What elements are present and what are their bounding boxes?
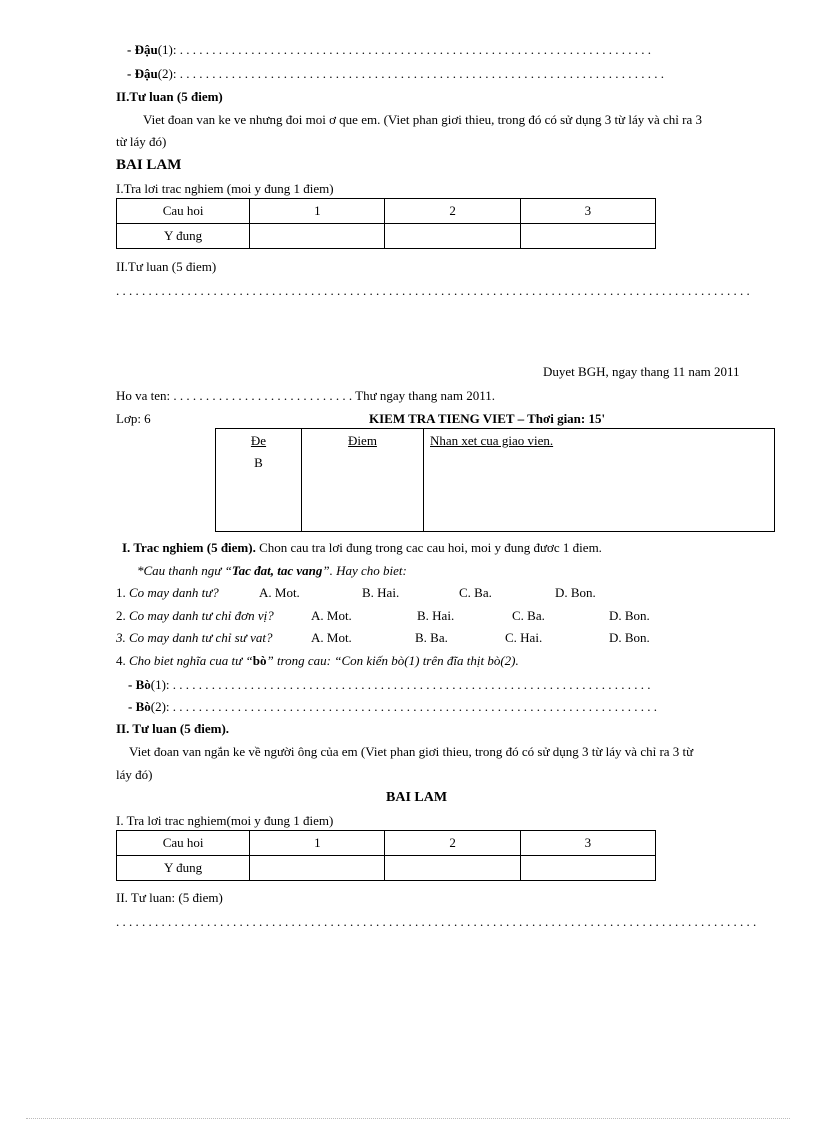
answer-cell[interactable]	[250, 856, 385, 881]
prompt-line2-b: láy đó)	[116, 767, 153, 782]
table-cell: 1	[250, 831, 385, 856]
q3-option-b[interactable]: B. Ba.	[415, 630, 448, 645]
answer-cell[interactable]	[520, 856, 655, 881]
table-cell: Cau hoi	[117, 199, 250, 224]
answer-cell[interactable]	[520, 224, 655, 249]
q4-num: 4.	[116, 653, 129, 668]
q3-option-c[interactable]: C. Hai.	[505, 630, 543, 645]
nhanxet-cell	[424, 429, 775, 532]
idiom-line	[137, 563, 407, 579]
dau1-dots: (1): . . . . . . . . . . . . . . . . . . . . . . . . . . . . . . . . . . . . . . . . . . . . . . . . . . . . . . . . . . . . . . . . . . . . . . . . .	[157, 42, 651, 57]
q2-num: 2.	[116, 608, 129, 623]
q2-option-d[interactable]: D. Bon.	[609, 608, 650, 623]
prompt-line1-b: Viet đoan van ngắn ke về người ông của em (Viet phan giơi thieu, trong đó có sử dụng 3 từ láy và chỉ ra 3 từ	[129, 744, 694, 759]
exam-title: KIEM TRA TIENG VIET – Thơi gian: 15'	[369, 411, 606, 426]
q1-option-b[interactable]: B. Hai.	[362, 585, 400, 600]
table-row	[216, 429, 775, 532]
bo2-label: - Bò	[128, 699, 151, 714]
q1-option-d[interactable]: D. Bon.	[555, 585, 596, 600]
table-cell: 1	[250, 199, 385, 224]
q1-text: Co may danh tư?	[129, 585, 219, 600]
q2-text: Co may danh tư chỉ đơn vị?	[129, 608, 274, 623]
diem-label: Điem	[348, 433, 377, 448]
bo2-dots: (2): . . . . . . . . . . . . . . . . . . . . . . . . . . . . . . . . . . . . . . . . . . . . . . . . . . . . . . . . . . . . . . . . . . . . . . . . . . .	[150, 699, 658, 714]
dau2-line	[127, 66, 664, 82]
section1-line	[122, 540, 602, 556]
bo1-dots: (1): . . . . . . . . . . . . . . . . . . . . . . . . . . . . . . . . . . . . . . . . . . . . . . . . . . . . . . . . . . . . . . . . . . . . . . . . . .	[150, 677, 651, 692]
bo2-line	[128, 699, 657, 715]
bai-lam-a: BAI LAM	[116, 157, 182, 173]
section2-heading-b: II. Tư luan (5 điem).	[116, 721, 230, 736]
dau1-line	[127, 42, 651, 58]
section1-instruction: Chon cau tra lơi đung trong cac cau hoi, moi y đung đươc 1 điem.	[255, 540, 602, 555]
q3-option-a[interactable]: A. Mot.	[311, 630, 352, 645]
table-cell: Y đung	[117, 224, 250, 249]
q3-option-d[interactable]: D. Bon.	[609, 630, 650, 645]
tuluan-label-b: II. Tư luan: (5 điem)	[116, 890, 223, 905]
answer-table-b	[116, 830, 656, 881]
idiom-text: Tac đat, tac vang	[231, 563, 323, 578]
question-2	[116, 608, 274, 624]
approval-line: Duyet BGH, ngay thang 11 nam 2011	[543, 364, 740, 379]
tracnghiem-label-b: I. Tra lơi trac nghiem(moi y đung 1 điem)	[116, 813, 334, 828]
table-cell: 2	[385, 831, 520, 856]
name-line: Ho va ten: . . . . . . . . . . . . . . . . . . . . . . . . . . . . Thư ngay thang nam 2011.	[116, 388, 495, 403]
table-cell: Y đung	[117, 856, 250, 881]
answer-cell[interactable]	[385, 856, 520, 881]
prompt-line1-a: Viet đoan van ke ve nhưng đoi moi ơ que em. (Viet phan giơi thieu, trong đó có sử dụng 3 từ láy và chỉ ra 3	[143, 112, 702, 127]
tuluan-dots-a: . . . . . . . . . . . . . . . . . . . . . . . . . . . . . . . . . . . . . . . . . . . . . . . . . . . . . . . . . . . . . . . . . . . . . . . . . . . . . . . . . . . . . . . . . . . . . . . . . .	[116, 283, 750, 298]
idiom-suffix: ”. Hay cho biet:	[322, 563, 407, 578]
table-row	[117, 831, 656, 856]
q2-option-b[interactable]: B. Hai.	[417, 608, 455, 623]
q4-text2: ” trong cau: “Con kiến bò(1) trên đĩa thịt bò(2).	[266, 653, 519, 668]
answer-table-a	[116, 198, 656, 249]
q3-text: Co may danh tư chỉ sư vat?	[129, 630, 273, 645]
table-row	[117, 199, 656, 224]
q1-num: 1.	[116, 585, 129, 600]
table-cell: 3	[520, 199, 655, 224]
bo1-label: - Bò	[128, 677, 151, 692]
question-1	[116, 585, 219, 601]
question-3	[116, 630, 272, 646]
q3-num: 3.	[116, 630, 129, 645]
answer-cell[interactable]	[385, 224, 520, 249]
prompt-line2-a: từ láy đó)	[116, 134, 167, 149]
q1-option-c[interactable]: C. Ba.	[459, 585, 492, 600]
class-line: Lơp: 6	[116, 411, 151, 426]
table-row	[117, 224, 656, 249]
question-4	[116, 653, 519, 669]
dau2-label: - Đậu	[127, 66, 158, 81]
q2-option-a[interactable]: A. Mot.	[311, 608, 352, 623]
dau1-label: - Đậu	[127, 42, 158, 57]
de-value: B	[254, 455, 263, 470]
idiom-prefix: *Cau thanh ngư “	[137, 563, 232, 578]
table-cell: 3	[520, 831, 655, 856]
bo1-line	[128, 677, 651, 693]
exam-header-table	[215, 428, 775, 532]
section1-heading: I. Trac nghiem (5 điem).	[122, 540, 256, 555]
de-cell	[216, 429, 302, 532]
table-cell: 2	[385, 199, 520, 224]
answer-cell[interactable]	[250, 224, 385, 249]
page-bottom-divider	[26, 1118, 790, 1119]
section2-heading-a: II.Tư luan (5 điem)	[116, 89, 223, 104]
q1-option-a[interactable]: A. Mot.	[259, 585, 300, 600]
q4-text: Cho biet nghĩa cua tư “	[129, 653, 253, 668]
q2-option-c[interactable]: C. Ba.	[512, 608, 545, 623]
diem-cell	[302, 429, 424, 532]
dau2-dots: (2): . . . . . . . . . . . . . . . . . . . . . . . . . . . . . . . . . . . . . . . . . . . . . . . . . . . . . . . . . . . . . . . . . . . . . . . . . . .	[157, 66, 664, 81]
table-row	[117, 856, 656, 881]
de-label: Đe	[250, 433, 267, 448]
bai-lam-b: BAI LAM	[386, 790, 448, 805]
tuluan-label-a: II.Tư luan (5 điem)	[116, 259, 217, 274]
tuluan-dots-b: . . . . . . . . . . . . . . . . . . . . . . . . . . . . . . . . . . . . . . . . . . . . . . . . . . . . . . . . . . . . . . . . . . . . . . . . . . . . . . . . . . . . . . . . . . . . . . . . . . .	[116, 914, 757, 929]
tracnghiem-label-a: I.Tra lơi trac nghiem (moi y đung 1 điem)	[116, 181, 334, 196]
table-cell: Cau hoi	[117, 831, 250, 856]
nhanxet-label: Nhan xet cua giao vien.	[430, 433, 554, 448]
q4-word: bò	[252, 653, 267, 668]
